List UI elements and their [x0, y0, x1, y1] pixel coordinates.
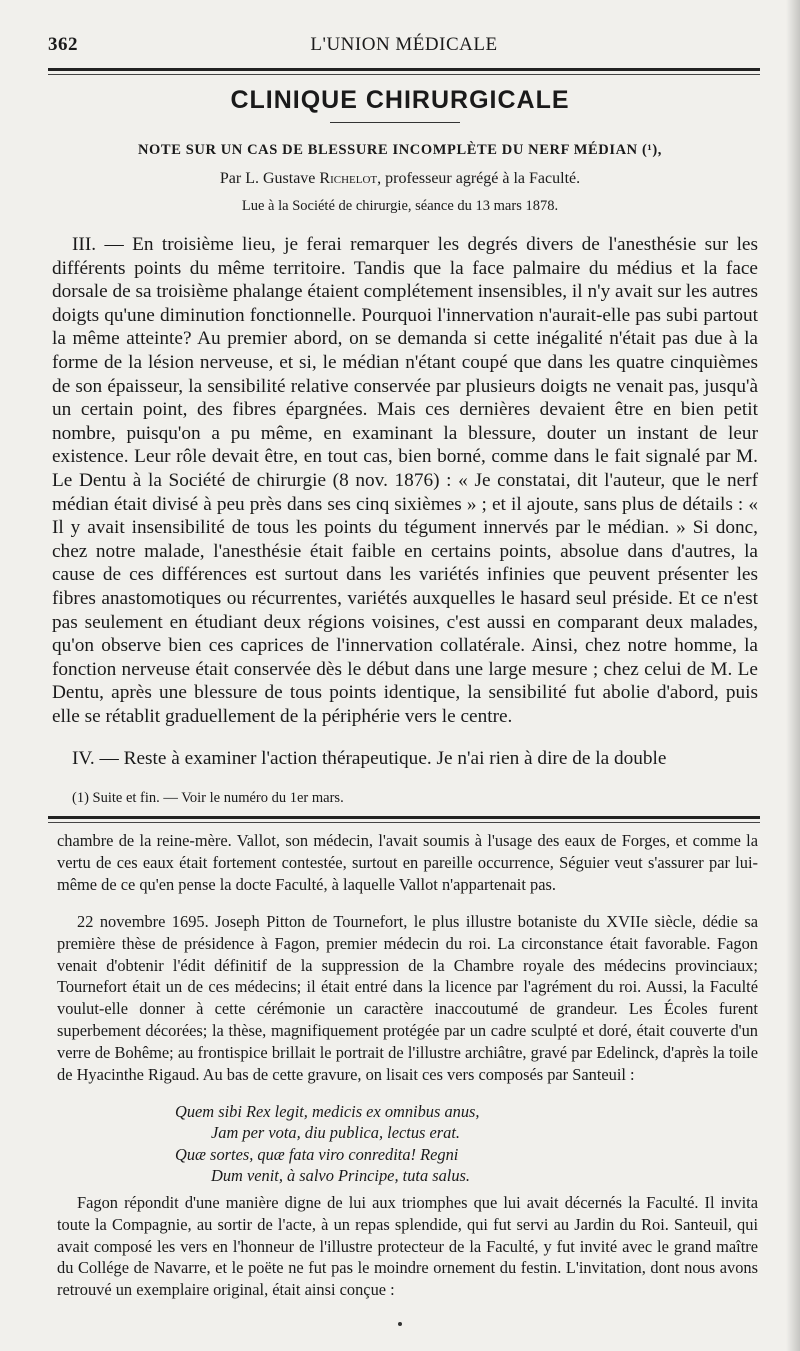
article-paragraph-iv: IV. — Reste à examiner l'action thérapeutique. Je n'ai rien à dire de la double	[72, 748, 667, 769]
article-read-note: Lue à la Société de chirurgie, séance du 13 mars 1878.	[241, 198, 559, 214]
author-name: Richelot	[319, 170, 378, 187]
latin-verse	[175, 1101, 480, 1187]
section-title: CLINIQUE CHIRURGICALE	[230, 86, 570, 114]
feuilleton-paragraph: chambre de la reine-mère. Vallot, son médecin, l'avait soumis à l'usage des eaux de Forges, et comme la vertu de ces eaux était fortement contestée, surtout en pareille occurrence, Séguier veut s'assurer par lui-même de ce qu'en pense la docte Faculté, à laquelle Vallot n'appartenait pas.	[57, 831, 758, 894]
feuilleton-paragraph: Fagon répondit d'une manière digne de lui aux triomphes que lui avait décernés la Faculté. Il invita toute la Compagnie, au sortir de l'acte, à un repas splendide, qui fut servi au Jardin du Roi. Santeuil, qui avait composé les vers en l'honneur de l'illustre protecteur de la Faculté, y fut invité avec le grand maître du Collége de Navarre, et le poëte ne fut pas le moindre ornement du festin. L'invitation, dont nous avons retrouvé un exemplaire original, était ainsi conçue :	[57, 1193, 758, 1300]
article-author	[0, 170, 800, 188]
article-title: NOTE SUR UN CAS DE BLESSURE INCOMPLÈTE DU NERF MÉDIAN (¹),	[137, 142, 662, 158]
verse-line: Dum venit, à salvo Principe, tuta salus.	[211, 1166, 471, 1186]
verse-line: Jam per vota, diu publica, lectus erat.	[211, 1123, 460, 1143]
page-number: 362	[48, 34, 78, 55]
section-title-underline	[330, 122, 460, 123]
verse-line: Quæ sortes, quæ fata viro conredita! Regni	[175, 1144, 459, 1164]
journal-title: L'UNION MÉDICALE	[310, 34, 498, 55]
footnote: (1) Suite et fin. — Voir le numéro du 1er mars.	[72, 790, 344, 806]
feuilleton-paragraph: 22 novembre 1695. Joseph Pitton de Tournefort, le plus illustre botaniste du XVIIe siècle, dédie sa première thèse de présidence à Fagon, premier médecin du roi. La circonstance était favorable. Fagon venait d'obtenir l'édit définitif de la suppression de la Chambre royale des médecins provinciaux; Tournefort était un de ces médecins; il était entré dans la licence par l'agrément du roi. Aussi, la Faculté voulut-elle donner à cette cérémonie un caractère inaccoutumé de grandeur. Les Écoles furent superbement décorées; la thèse, magnifiquement protégée par un cadre sculpté et doré, était couverte d'un verre de Bohême; au frontispice brillait le portrait de l'illustre archiâtre, gravé par Edelinck, d'après la toile de Hyacinthe Rigaud. Au bas de cette gravure, on lisait ces vers composés par Santeuil :	[57, 912, 758, 1084]
author-prefix: Par L. Gustave	[219, 170, 320, 187]
verse-line: Quem sibi Rex legit, medicis ex omnibus anus,	[175, 1102, 480, 1121]
author-suffix: , professeur agrégé à la Faculté.	[377, 170, 581, 187]
feuilleton-rule-thin	[48, 822, 760, 823]
page-edge-shadow	[786, 0, 800, 1351]
feuilleton-rule-thick	[48, 816, 760, 819]
page-bullet-mark	[398, 1322, 402, 1326]
article-paragraph-iii: III. — En troisième lieu, je ferai remarquer les degrés divers de l'anesthésie sur les différents points du même territoire. Tandis que la face palmaire du médius et la face dorsale de sa troisième phalange étaient complétement insensibles, il n'y avait sur les autres doigts qu'une diminution fonctionnelle. Pourquoi l'innervation n'aurait-elle pas subi partout la même atteinte? Au premier abord, on se demanda si cette inégalité n'était pas due à la forme de la lésion nerveuse, et si, le médian n'étant coupé que dans les quatre cinquièmes de son épaisseur, la sensibilité relative conservée par plusieurs doigts ne venait pas, jusqu'à un certain point, des fibres épargnées. Mais ces dernières devaient être en bien petit nombre, puisqu'on a pu même, en examinant la blessure, douter un instant de leur existence. Leur rôle devait être, en tout cas, bien borné, comme dans le fait signalé par M. Le Dentu à la Société de chirurgie (8 nov. 1876) : « Je constatai, dit l'auteur, que le nerf médian était divisé à peu près dans ses cinq sixièmes » ; et il ajoute, sans plus de détails : « Il y avait insensibilité de tous les points du tégument innervés par le médian. » Si donc, chez notre malade, l'anesthésie était faible en certains points, absolue dans d'autres, la cause de ces différences est surtout dans les variétés infinies que peuvent présenter les fibres anastomotiques ou récurrentes, variétés auxquelles le hasard seul préside. Et ce n'est pas seulement en étudiant deux régions voisines, c'est aussi en comparant deux malades, qu'on observe bien ces caprices de l'innervation collatérale. Ainsi, chez notre homme, la fonction nerveuse était conservée dès le début dans une large mesure ; chez celui de M. Le Dentu, après une blessure de tous points identique, la sensibilité fut abolie d'abord, puis elle se rétablit graduellement de la périphérie vers le centre.	[52, 234, 758, 727]
header-rule-thin	[48, 74, 760, 75]
running-header	[48, 30, 760, 60]
header-rule-thick	[48, 68, 760, 71]
